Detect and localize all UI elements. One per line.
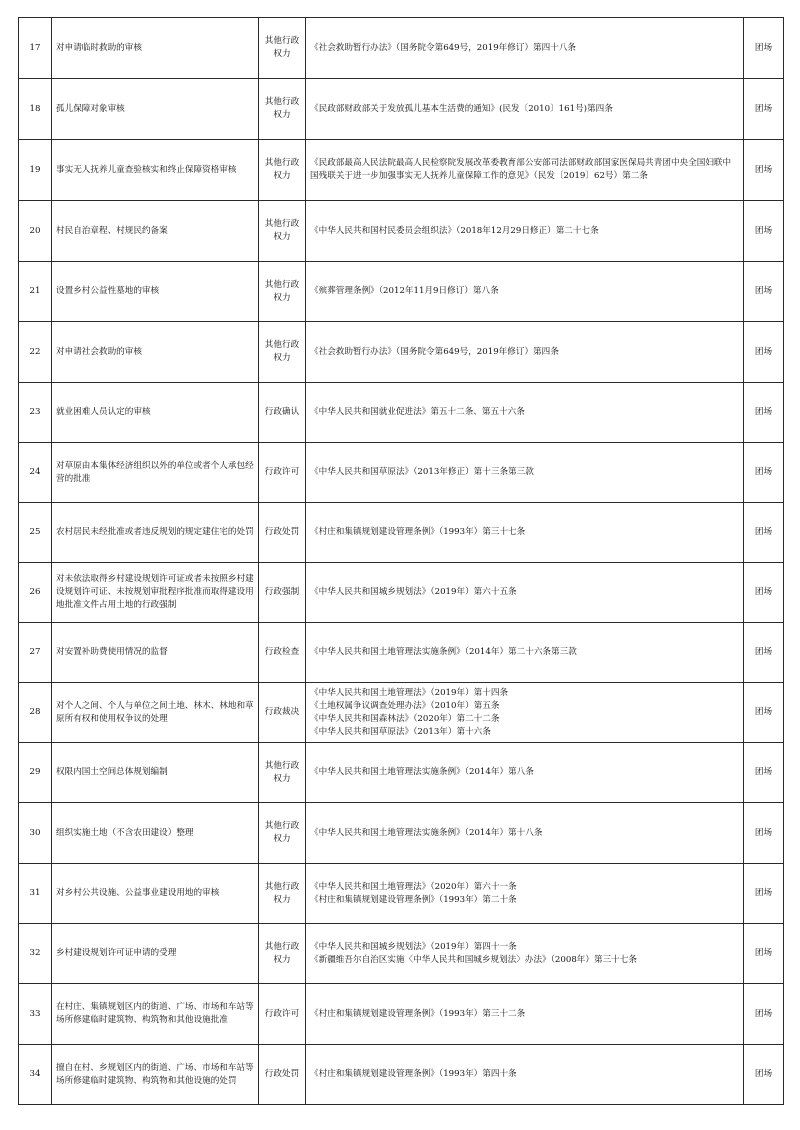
item-name: 事实无人抚养儿童查验核实和终止保障资格审核 — [52, 140, 259, 201]
legal-basis — [306, 503, 744, 563]
responsible-unit: 团场 — [744, 924, 784, 984]
table-row — [19, 383, 784, 443]
legal-basis — [306, 322, 744, 383]
item-name: 对乡村公共设施、公益事业建设用地的审核 — [52, 864, 259, 924]
responsible-unit: 团场 — [744, 503, 784, 563]
responsible-unit: 团场 — [744, 383, 784, 443]
row-number: 27 — [19, 623, 52, 683]
item-name: 孤儿保障对象审核 — [52, 79, 259, 140]
legal-basis — [306, 140, 744, 201]
legal-basis — [306, 563, 744, 623]
item-name: 在村庄、集镇规划区内的街道、广场、市场和车站等场所修建临时建筑物、构筑物和其他设施批准 — [52, 984, 259, 1045]
row-number: 25 — [19, 503, 52, 563]
row-number: 33 — [19, 984, 52, 1045]
power-type: 其他行政权力 — [259, 140, 306, 201]
legal-basis-line: 《村庄和集镇规划建设管理条例》（1993年）第三十二条 — [310, 1008, 526, 1019]
legal-basis — [306, 18, 744, 79]
power-type: 行政处罚 — [259, 1045, 306, 1105]
legal-basis-line: 《殡葬管理条例》（2012年11月9日修订）第八条 — [310, 286, 499, 296]
row-number: 23 — [19, 383, 52, 443]
legal-basis-line: 《中华人民共和国草原法》（2013年）第十六条 — [310, 726, 491, 737]
table-row — [19, 443, 784, 503]
legal-basis — [306, 79, 744, 140]
legal-basis-line: 《中华人民共和国土地管理法实施条例》（2014年）第十八条 — [310, 827, 543, 838]
power-type: 其他行政权力 — [259, 803, 306, 864]
legal-basis-line: 《村庄和集镇规划建设管理条例》（1993年）第二十条 — [310, 894, 517, 905]
power-type: 其他行政权力 — [259, 262, 306, 322]
legal-basis-line: 《民政部最高人民法院最高人民检察院发展改革委教育部公安部司法部财政部国家医保局共青团中央全国妇联中国残联关于进一步加强事实无人抚养儿童保障工作的意见》（民发〔2019〕62号）第二条 — [310, 158, 732, 181]
legal-basis — [306, 262, 744, 322]
legal-basis-line: 《社会救助暂行办法》（国务院令第649号，2019年修订）第四十八条 — [310, 42, 577, 53]
legal-basis-line: 《村庄和集镇规划建设管理条例》（1993年）第四十条 — [310, 1069, 517, 1079]
legal-basis-line: 《新疆维吾尔自治区实施〈中华人民共和国城乡规划法〉办法》（2008年）第三十七条 — [310, 954, 637, 965]
legal-basis-line: 《中华人民共和国土地管理法》（2020年）第六十一条 — [310, 881, 517, 892]
responsible-unit: 团场 — [744, 864, 784, 924]
item-name: 对个人之间、个人与单位之间土地、林木、林地和草原所有权和使用权争议的处理 — [52, 683, 259, 743]
legal-basis-line: 《民政部财政部关于发放孤儿基本生活费的通知》(民发〔2010〕161号)第四条 — [310, 103, 613, 114]
power-type: 行政确认 — [259, 383, 306, 443]
legal-basis-line: 《中华人民共和国城乡规划法》（2019年）第六十五条 — [310, 587, 517, 597]
item-name: 就业困难人员认定的审核 — [52, 383, 259, 443]
responsible-unit: 团场 — [744, 1045, 784, 1105]
table-row — [19, 322, 784, 383]
row-number: 18 — [19, 79, 52, 140]
power-type: 其他行政权力 — [259, 743, 306, 803]
legal-basis-line: 《中华人民共和国森林法》（2020年）第二十二条 — [310, 713, 500, 724]
row-number: 32 — [19, 924, 52, 984]
power-type: 其他行政权力 — [259, 79, 306, 140]
power-type: 其他行政权力 — [259, 18, 306, 79]
legal-basis — [306, 683, 744, 743]
row-number: 31 — [19, 864, 52, 924]
item-name: 对未依法取得乡村建设规划许可证或者未按照乡村建设规划许可证、未按规划审批程序批准而取得建设用地批准文件占用土地的行政强制 — [52, 563, 259, 623]
item-name: 权限内国土空间总体规划编制 — [52, 743, 259, 803]
legal-basis-line: 《中华人民共和国草原法》（2013年修正）第十三条第三款 — [310, 467, 534, 477]
row-number: 34 — [19, 1045, 52, 1105]
legal-basis — [306, 201, 744, 262]
item-name: 擅自在村、乡规划区内的街道、广场、市场和车站等场所修建临时建筑物、构筑物和其他设施的处罚 — [52, 1045, 259, 1105]
power-type: 其他行政权力 — [259, 201, 306, 262]
table-row — [19, 623, 784, 683]
table-body — [19, 18, 784, 1105]
table-row — [19, 984, 784, 1045]
table-row — [19, 1045, 784, 1105]
power-type: 其他行政权力 — [259, 924, 306, 984]
item-name: 对申请临时救助的审核 — [52, 18, 259, 79]
power-type: 其他行政权力 — [259, 322, 306, 383]
legal-basis-line: 《中华人民共和国土地管理法实施条例》（2014年）第八条 — [310, 767, 534, 777]
legal-basis — [306, 864, 744, 924]
responsible-unit: 团场 — [744, 262, 784, 322]
power-type: 行政许可 — [259, 984, 306, 1045]
legal-basis-line: 《中华人民共和国就业促进法》第五十二条、第五十六条 — [310, 407, 525, 417]
row-number: 21 — [19, 262, 52, 322]
table-row — [19, 503, 784, 563]
legal-basis-line: 《中华人民共和国村民委员会组织法》（2018年12月29日修正）第二十七条 — [310, 225, 599, 236]
responsible-unit: 团场 — [744, 322, 784, 383]
table-row — [19, 79, 784, 140]
row-number: 29 — [19, 743, 52, 803]
responsible-unit: 团场 — [744, 140, 784, 201]
responsible-unit: 团场 — [744, 79, 784, 140]
item-name: 乡村建设规划许可证申请的受理 — [52, 924, 259, 984]
item-name: 对申请社会救助的审核 — [52, 322, 259, 383]
item-name: 对安置补助费使用情况的监督 — [52, 623, 259, 683]
table-row — [19, 262, 784, 322]
row-number: 26 — [19, 563, 52, 623]
item-name: 组织实施土地（不含农田建设）整理 — [52, 803, 259, 864]
responsible-unit: 团场 — [744, 623, 784, 683]
legal-basis — [306, 803, 744, 864]
table-row — [19, 18, 784, 79]
responsible-unit: 团场 — [744, 743, 784, 803]
responsible-unit: 团场 — [744, 18, 784, 79]
legal-basis-line: 《中华人民共和国土地管理法》（2019年）第十四条 — [310, 687, 509, 698]
table-row — [19, 683, 784, 743]
table-row — [19, 924, 784, 984]
row-number: 17 — [19, 18, 52, 79]
table-row — [19, 743, 784, 803]
row-number: 19 — [19, 140, 52, 201]
power-type: 其他行政权力 — [259, 864, 306, 924]
table-row — [19, 864, 784, 924]
legal-basis-line: 《土地权属争议调查处理办法》（2010年）第五条 — [310, 700, 500, 711]
legal-basis — [306, 443, 744, 503]
legal-basis — [306, 623, 744, 683]
row-number: 28 — [19, 683, 52, 743]
row-number: 30 — [19, 803, 52, 864]
power-type: 行政强制 — [259, 563, 306, 623]
legal-basis-line: 《中华人民共和国土地管理法实施条例》（2014年）第二十六条第三款 — [310, 647, 577, 657]
responsible-unit: 团场 — [744, 443, 784, 503]
legal-basis — [306, 383, 744, 443]
legal-basis — [306, 984, 744, 1045]
item-name: 村民自治章程、村规民约备案 — [52, 201, 259, 262]
power-type: 行政许可 — [259, 443, 306, 503]
item-name: 农村居民未经批准或者违反规划的规定建住宅的处罚 — [52, 503, 259, 563]
responsible-unit: 团场 — [744, 803, 784, 864]
table-row — [19, 201, 784, 262]
table-row — [19, 563, 784, 623]
power-type: 行政裁决 — [259, 683, 306, 743]
power-type: 行政检查 — [259, 623, 306, 683]
item-name: 设置乡村公益性墓地的审核 — [52, 262, 259, 322]
power-list-table — [18, 17, 784, 1105]
row-number: 22 — [19, 322, 52, 383]
row-number: 20 — [19, 201, 52, 262]
responsible-unit: 团场 — [744, 683, 784, 743]
legal-basis — [306, 1045, 744, 1105]
legal-basis-line: 《社会救助暂行办法》（国务院令第649号，2019年修订）第四条 — [310, 346, 559, 357]
legal-basis-line: 《村庄和集镇规划建设管理条例》（1993年）第三十七条 — [310, 527, 526, 537]
responsible-unit: 团场 — [744, 563, 784, 623]
table-row — [19, 140, 784, 201]
legal-basis — [306, 743, 744, 803]
table-row — [19, 803, 784, 864]
row-number: 24 — [19, 443, 52, 503]
power-type: 行政处罚 — [259, 503, 306, 563]
legal-basis — [306, 924, 744, 984]
responsible-unit: 团场 — [744, 201, 784, 262]
legal-basis-line: 《中华人民共和国城乡规划法》（2019年）第四十一条 — [310, 941, 517, 952]
responsible-unit: 团场 — [744, 984, 784, 1045]
item-name: 对草原由本集体经济组织以外的单位或者个人承包经营的批准 — [52, 443, 259, 503]
